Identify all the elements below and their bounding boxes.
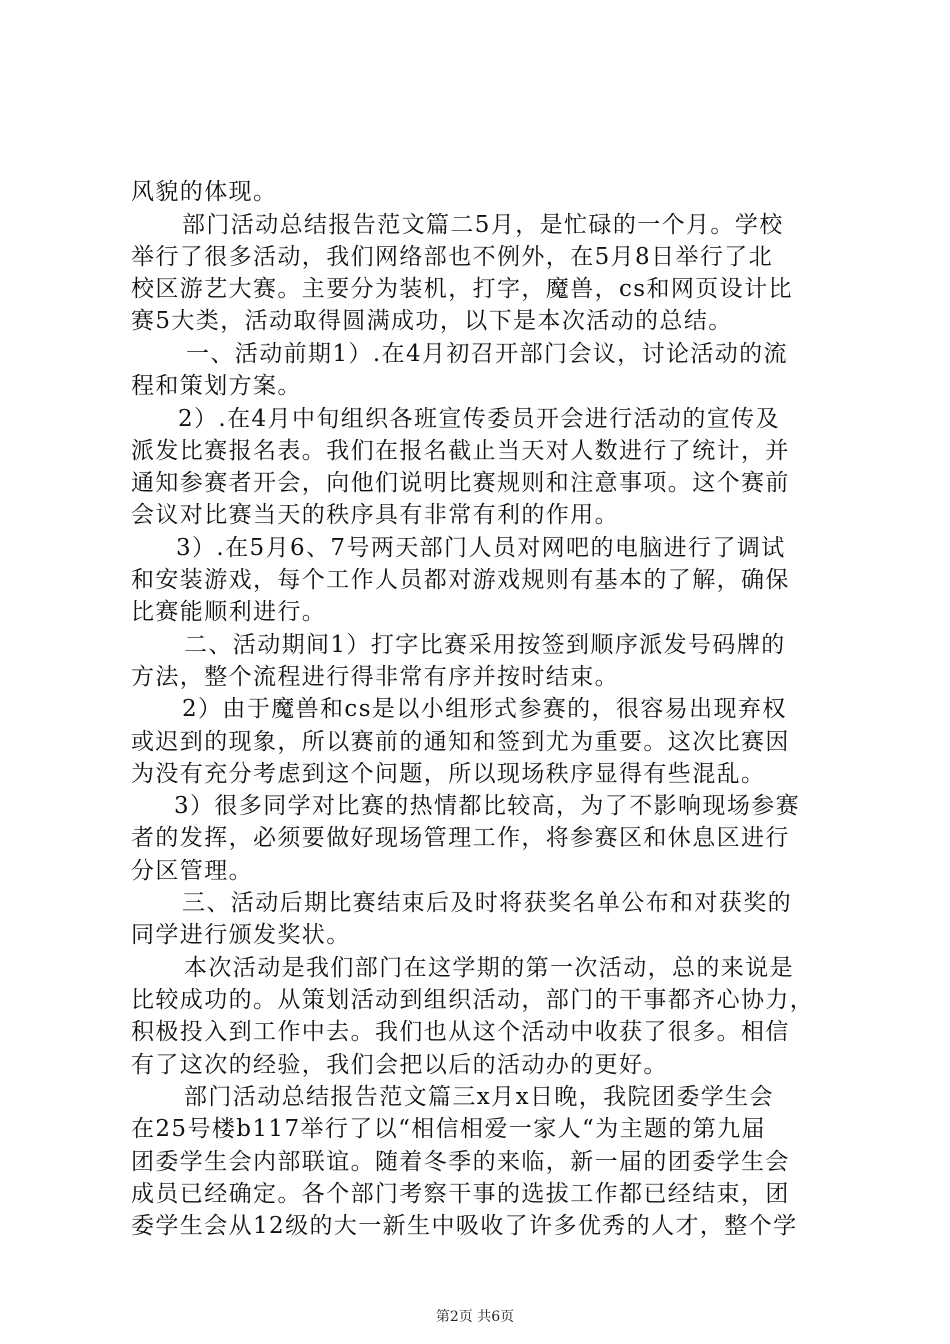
text-line: 部门活动总结报告范文篇三x月x日晚，我院团委学生会 — [184, 1084, 774, 1110]
text-line: 有了这次的经验，我们会把以后的活动办的更好。 — [131, 1052, 668, 1078]
text-line: 赛5大类，活动取得圆满成功，以下是本次活动的总结。 — [131, 308, 733, 334]
text-line: 比赛能顺利进行。 — [131, 599, 327, 625]
text-line: 同学进行颁发奖状。 — [131, 922, 351, 948]
text-line: 者的发挥，必须要做好现场管理工作，将参赛区和休息区进行 — [131, 825, 790, 851]
text-line: 或迟到的现象，所以赛前的通知和签到尤为重要。这次比赛因 — [131, 729, 790, 755]
text-line: 分区管理。 — [131, 858, 253, 884]
text-line: 部门活动总结报告范文篇二5月，是忙碌的一个月。学校 — [182, 212, 784, 238]
text-line: 在25号楼b117举行了以“相信相爱一家人“为主题的第九届 — [131, 1116, 767, 1142]
text-line: 和安装游戏，每个工作人员都对游戏规则有基本的了解，确保 — [131, 567, 790, 593]
text-line: 2）.在4月中旬组织各班宣传委员开会进行活动的宣传及 — [178, 406, 780, 432]
text-line: 委学生会从12级的大一新生中吸收了许多优秀的人才，整个学 — [131, 1213, 798, 1239]
text-line: 三、活动后期比赛结束后及时将获奖名单公布和对获奖的 — [182, 890, 792, 916]
text-line: 3）.在5月6、7号两天部门人员对网吧的电脑进行了调试 — [176, 535, 786, 561]
text-line: 方法，整个流程进行得非常有序并按时结束。 — [131, 664, 619, 690]
text-line: 一、活动前期1）.在4月初召开部门会议，讨论活动的流 — [186, 341, 788, 367]
text-line: 校区游艺大赛。主要分为装机，打字，魔兽，cs和网页设计比 — [131, 276, 793, 302]
text-line: 派发比赛报名表。我们在报名截止当天对人数进行了统计，并 — [131, 438, 790, 464]
text-line: 二、活动期间1）打字比赛采用按签到顺序派发号码牌的 — [184, 632, 786, 658]
text-line: 举行了很多活动，我们网络部也不例外，在5月8日举行了北 — [131, 244, 774, 270]
text-line: 团委学生会内部联谊。随着冬季的来临，新一届的团委学生会 — [131, 1149, 790, 1175]
text-line: 2）由于魔兽和cs是以小组形式参赛的，很容易出现弃权 — [182, 696, 787, 722]
text-line: 成员已经确定。各个部门考察干事的选拔工作都已经结束，团 — [131, 1181, 790, 1207]
text-line: 通知参赛者开会，向他们说明比赛规则和注意事项。这个赛前 — [131, 470, 790, 496]
text-line: 为没有充分考虑到这个问题，所以现场秩序显得有些混乱。 — [131, 761, 766, 787]
text-line: 程和策划方案。 — [131, 373, 302, 399]
text-line: 3）很多同学对比赛的热情都比较高，为了不影响现场参赛 — [174, 793, 801, 819]
page-number-footer: 第2页 共6页 — [435, 1309, 515, 1325]
text-line: 比较成功的。从策划活动到组织活动，部门的干事都齐心协力， — [131, 987, 815, 1013]
text-line: 本次活动是我们部门在这学期的第一次活动，总的来说是 — [184, 955, 794, 981]
text-line: 积极投入到工作中去。我们也从这个活动中收获了很多。相信 — [131, 1019, 790, 1045]
text-line: 会议对比赛当天的秩序具有非常有利的作用。 — [131, 502, 619, 528]
text-line: 风貌的体现。 — [131, 179, 278, 205]
